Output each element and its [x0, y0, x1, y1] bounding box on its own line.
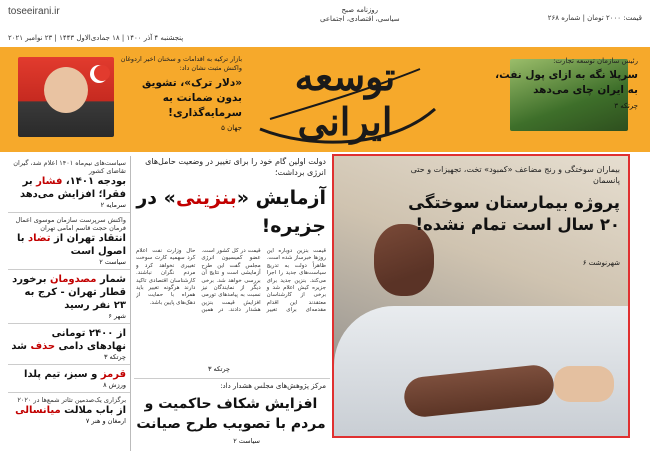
main-story-page: شهرنوشت ۶ [582, 259, 620, 267]
divider [134, 378, 330, 379]
headline-part: انتقاد تهران از [50, 233, 126, 244]
date-line: پنجشنبه ۴ آذر ۱۴۰۰ | ۱۸ جمادی‌الاول ۱۴۴۳ | ۲۳ نوامبر ۲۰۲۱ [8, 34, 184, 42]
right-teaser[interactable] [488, 57, 638, 110]
site-url[interactable]: toseeirani.ir [8, 6, 60, 17]
headline-part: بودجه ۱۴۰۱، [62, 176, 126, 187]
item-kicker: سیاست‌های نیم‌ماه ۱۴۰۱ اعلام شد، گیران تقاضای کشور [13, 159, 126, 175]
left-teaser[interactable] [120, 55, 242, 132]
headline-part: شد [11, 341, 31, 352]
flag-crescent-cut [94, 65, 110, 81]
petrol-kicker: دولت اولین گام خود را برای تغییر در وضعیت حامل‌های انرژی برداشت؛ [145, 157, 326, 177]
item-kicker: واکنش سرپرست سازمان موسوی اعمال فرمان حجت قاسم امامی تهران [15, 216, 126, 232]
right-teaser-headline: سرپلا نگه به ازای پول نفت، به ایران چای می‌دهد [495, 69, 638, 96]
left-teaser-headline-prefix: «دلار ترک»، تشویق بدون [142, 77, 242, 104]
item-page: ارمغان و هنر ۷ [85, 417, 126, 425]
caregiver-hand [554, 366, 614, 402]
headline-part: » در جزیره! [136, 187, 326, 237]
item-page: شهر ۶ [108, 312, 126, 320]
item-headline [10, 404, 126, 417]
list-item[interactable] [8, 393, 130, 428]
item-page: ورزش ۸ [103, 381, 126, 389]
erdogan-photo [18, 57, 114, 137]
top-meta-bar [0, 0, 650, 47]
headline-highlight: فشار [36, 176, 63, 187]
issue-info: قیمت: ۲۰۰۰ تومان | شماره ۲۶۸ [547, 14, 642, 22]
list-item[interactable] [8, 270, 130, 324]
item-page: سیاست ۲ [99, 258, 126, 266]
daily-line-2: سیاسی، اقتصادی، اجتماعی [320, 15, 400, 23]
daily-label [320, 6, 400, 24]
right-teaser-page: چرتکه ۳ [614, 102, 638, 110]
list-item[interactable] [8, 365, 130, 393]
portrait-face [44, 67, 88, 113]
newspaper-logo[interactable] [250, 49, 440, 149]
item-page: چرتکه ۳ [103, 353, 126, 361]
headline-highlight: بنزینی [175, 187, 237, 209]
majlis-kicker: مرکز پژوهش‌های مجلس هشدار داد: [220, 382, 326, 390]
list-item[interactable] [8, 213, 130, 270]
left-teaser-kicker: بازار ترکیه به اقدامات و سخنان اخیر اردوغان واکنش مثبت نشان داد: [120, 55, 242, 72]
left-teaser-headline-rest: ضمانت به سرمایه‌گذاری! [162, 92, 242, 119]
petrol-body-text: قیمت بنزین دوباره این روزها خبرساز شده است. ظاهراً دولت به تدریج سیاست‌های جدید را اجرا می‌کند. بنزین جدید برای جزیره کیش اعلام شد و برخی از کارشناسان معتقدند این اقدام مقدمه‌ای برای تغییر قیمت در کل کشور است. عضو کمیسیون انرژی مجلس گفت این طرح آزمایشی است و نتایج آن بررسی خواهد شد. برخی دیگر از نمایندگان نیز نسبت به پیامدهای تورمی افزایش قیمت بنزین هشدار دادند. در همین حال وزارت نفت اعلام کرد سهمیه کارت سوخت تغییری نخواهد کرد و مردم نگران نباشند. کارشناسان اقتصادی تاکید دارند هرگونه تغییر باید همراه با حمایت از دهک‌های پایین باشد. [136, 248, 326, 314]
item-headline [10, 327, 126, 353]
majlis-headline[interactable]: افزایش شکاف حاکمیت و مردم با تصویب طرح صیانت [136, 396, 326, 432]
item-headline [10, 273, 126, 312]
item-headline [10, 368, 126, 381]
main-story-headline: پروژه بیمارستان سوختگی ۲۰ سال است تمام نشده! [408, 193, 620, 234]
headline-highlight: قرمز [100, 369, 126, 380]
main-story-kicker: بیماران سوختگی و رنج مضاعف «کمبود» تخت، تجهیزات و حتی پانسمان [410, 165, 620, 185]
headline-part: و سبز، تیم پلدا [24, 369, 101, 380]
headline-highlight: میانسالی [15, 405, 61, 416]
petrol-page: چرتکه ۳ [207, 365, 230, 373]
main-story[interactable] [332, 154, 630, 438]
masthead [0, 47, 650, 152]
headline-part: شمار [96, 274, 126, 285]
logo-text: توسعه ایرانی [294, 54, 396, 144]
list-item[interactable] [8, 156, 130, 213]
headline-highlight: مصدومان [49, 274, 97, 285]
headline-part: از ۲۴۰۰ تومانی نهادهای دامی [51, 328, 126, 352]
headline-highlight: حذف [30, 341, 56, 352]
headline-part: از باب ملالت [60, 405, 126, 416]
right-teaser-kicker: رئیس سازمان توسعه تجارت: [553, 57, 638, 65]
headline-highlight: تضاد [27, 233, 51, 244]
headline-part: برخورد قطار تهران - کرج به ۲۳ نفر رسید [12, 274, 126, 311]
left-teaser-page: جهان ۵ [221, 124, 242, 132]
item-page: سرمایه ۲ [100, 201, 126, 209]
headline-part: با اصول است [16, 233, 126, 257]
petrol-headline[interactable] [136, 184, 326, 240]
left-news-column [8, 156, 131, 451]
headline-part: بر فقرا؛ افزایش می‌دهد [19, 176, 126, 200]
headline-part: آزمایش « [236, 187, 326, 209]
list-item[interactable] [8, 324, 130, 365]
item-headline [10, 175, 126, 201]
left-teaser-headline [120, 76, 242, 121]
daily-line-1: روزنامه صبح [341, 6, 379, 14]
item-headline [10, 232, 126, 258]
majlis-page: سیاست ۲ [233, 437, 260, 445]
middle-column [134, 156, 330, 451]
item-kicker: برگزاری یک‌صدمین تئاتر شمع‌ها در ۲۰۲۰ [17, 396, 126, 404]
